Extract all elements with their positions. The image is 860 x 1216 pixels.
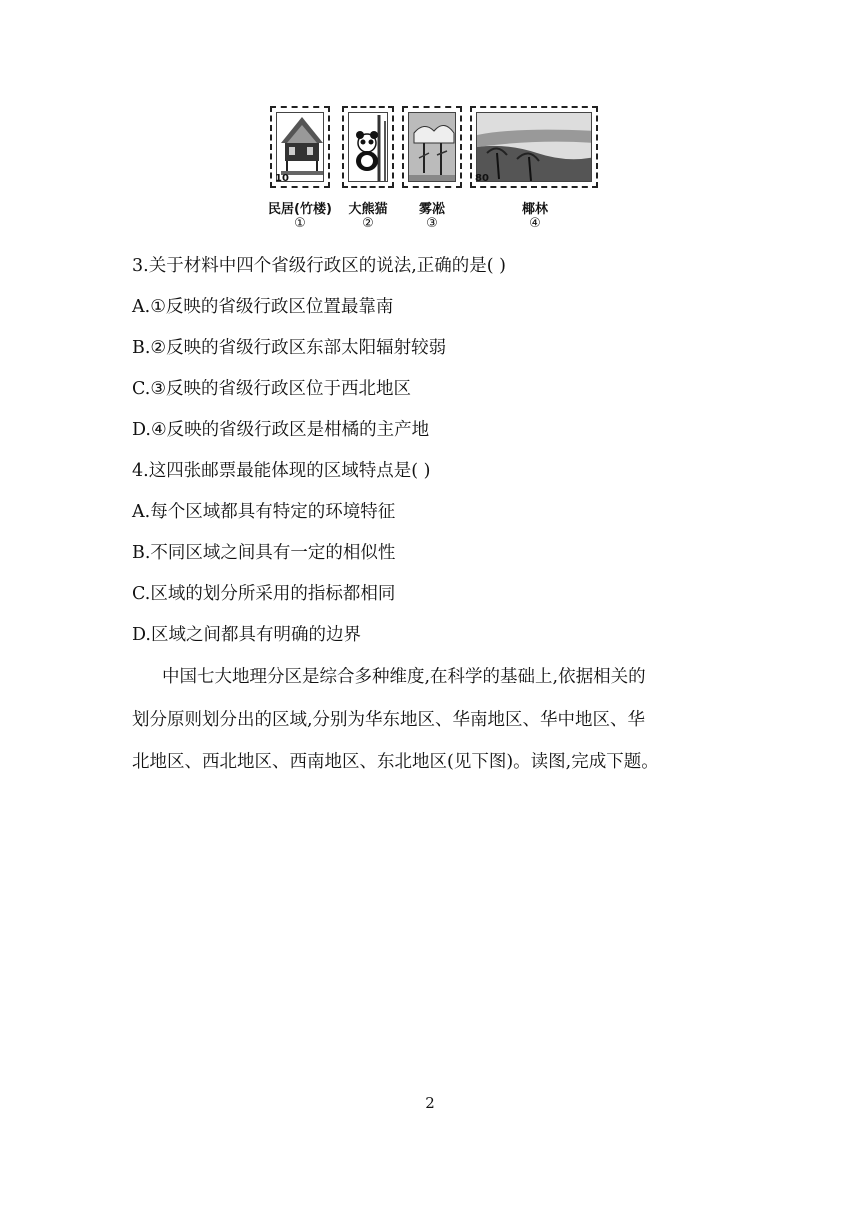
stamp-house [270,106,330,188]
stamp-image-coconut [476,112,592,182]
stamp-caption: 大熊猫 [348,202,388,217]
stamp-rime [402,106,462,188]
stamp-image-rime [408,112,456,182]
stamp-coconut [470,106,598,188]
stamps-figure [255,103,605,238]
stamp-caption: 雾凇 [418,202,445,217]
stamp-caption: 椰林 [521,202,548,217]
stamp-denomination: 80 [475,173,489,184]
passage-line-2: 划分原则划分出的区域,分别为华东地区、华南地区、华中地区、华 [132,710,646,730]
bamboo-house-icon [277,113,324,182]
stamp-image-panda [348,112,388,182]
question-3-option-a: A.①反映的省级行政区位置最靠南 [132,297,394,317]
stamp-denomination: 10 [275,173,289,184]
coconut-grove-icon [477,113,592,182]
question-4-option-a: A.每个区域都具有特定的环境特征 [132,502,396,522]
question-3-option-c: C.③反映的省级行政区位于西北地区 [132,379,412,399]
passage-line-3: 北地区、西北地区、西南地区、东北地区(见下图)。读图,完成下题。 [132,752,659,772]
question-3-option-d: D.④反映的省级行政区是柑橘的主产地 [132,420,430,440]
stamp-caption: 民居(竹楼) [268,202,332,217]
rime-tree-icon [409,113,456,182]
passage-line-1: 中国七大地理分区是综合多种维度,在科学的基础上,依据相关的 [162,667,646,687]
question-3-option-b: B.②反映的省级行政区东部太阳辐射较弱 [132,338,447,358]
stamp-number: ④ [529,216,541,231]
stamp-number: ① [294,216,306,231]
stamp-number: ③ [426,216,438,231]
panda-icon [349,113,388,182]
stamp-panda [342,106,394,188]
question-3-stem: 3.关于材料中四个省级行政区的说法,正确的是( ) [132,256,506,276]
question-4-option-c: C.区域的划分所采用的指标都相同 [132,584,396,604]
question-4-option-d: D.区域之间都具有明确的边界 [132,625,361,645]
question-4-stem: 4.这四张邮票最能体现的区域特点是( ) [132,461,431,481]
stamp-number: ② [362,216,374,231]
page-number: 2 [425,1094,435,1112]
question-4-option-b: B.不同区域之间具有一定的相似性 [132,543,396,563]
stamp-image-house [276,112,324,182]
